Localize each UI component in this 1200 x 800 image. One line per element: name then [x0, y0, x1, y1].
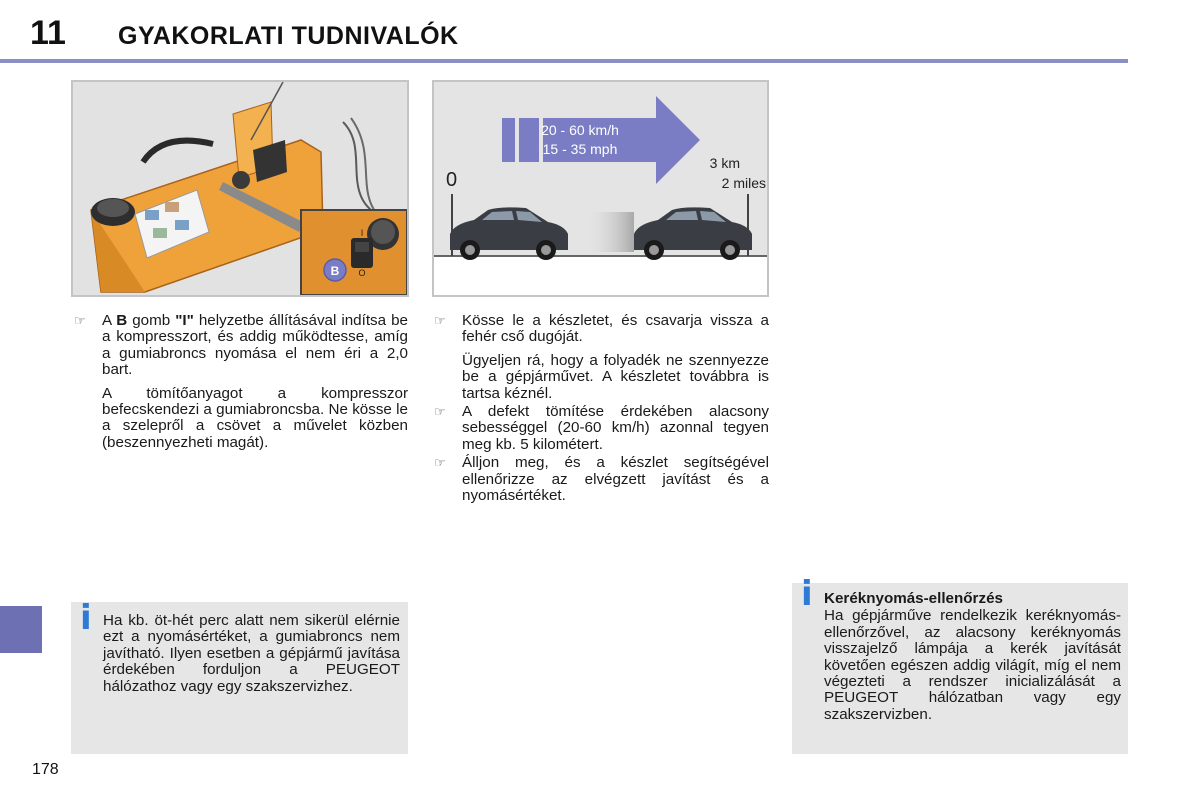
chapter-number: 11	[30, 14, 66, 52]
info-text: Ha gépjárműve rendelkezik keréknyomás-ellenőrzővel, az alacsony keréknyomás visszajelző lámpája a kerék javítását követően egészen addig világít, míg el nem végezteti a rendszer inicializálását a PEUGEOT hálózatban vagy egy szakszervizben.	[824, 607, 1121, 723]
info-box-pressure	[71, 598, 408, 754]
info-text: Ha kb. öt-hét perc alatt nem sikerül elérnie ezt a nyomásértéket, a gumiabroncs nem javítható. Ilyen esetben a gépjármű javítása érdekében forduljon a PEUGEOT hálózathoz vagy egy szakszervizhez.	[103, 612, 400, 695]
paragraph: A tömítőanyagot a kompresszor befecskendezi a gumiabroncsba. Ne kösse le a szelepről a csövet a művelet közben (beszennyezheti magát).	[102, 384, 408, 451]
list-item: ☞ A defekt tömítése érdekében alacsony sebességgel (20-60 km/h) azonnal tegyen meg kb. 5 kilométert.	[434, 403, 769, 453]
speed-kmh-label: 20 - 60 km/h	[541, 122, 619, 138]
compressor-illustration	[71, 80, 409, 297]
button-b-label: B	[330, 264, 340, 278]
list-item: ☞ Kösse le a készletet, és csavarja vissza a fehér cső dugóját.	[434, 312, 769, 346]
page-number: 178	[32, 761, 59, 778]
info-icon: i	[801, 574, 813, 614]
switch-label-bottom: O	[358, 268, 366, 278]
distance-miles-label: 2 miles	[721, 175, 766, 191]
start-distance-label: 0	[446, 169, 458, 191]
chapter-side-tab	[0, 606, 42, 653]
switch-label-top: I	[360, 228, 364, 238]
chapter-title: GYAKORLATI TUDNIVALÓK	[118, 22, 459, 50]
pointing-hand-icon: ☞	[74, 313, 86, 328]
pointing-hand-icon: ☞	[434, 455, 446, 471]
info-heading: Keréknyomás-ellenőrzés	[824, 590, 1003, 607]
speed-mph-label: 15 - 35 mph	[542, 141, 618, 157]
list-item: ☞ A B gomb "I" helyzetbe állításával indítsa be a kompresszort, és addig működtesse, amíg a gumiabroncs nyomása el nem éri a 2,0 bart.	[74, 312, 408, 379]
paragraph: Ügyeljen rá, hogy a folyadék ne szennyezze be a gépjárművet. A készletet továbbra is tartsa kéznél.	[462, 351, 769, 402]
header-rule	[0, 59, 1128, 63]
right-text-column	[434, 313, 769, 506]
pointing-hand-icon: ☞	[434, 404, 446, 420]
left-text-column	[74, 313, 408, 453]
distance-km-label: 3 km	[709, 155, 740, 171]
info-icon: i	[80, 598, 92, 638]
pointing-hand-icon: ☞	[434, 313, 446, 328]
info-box-tyre-pressure-monitoring	[792, 574, 1128, 754]
list-item: ☞ Álljon meg, és a készlet segítségével ellenőrizze az elvégzett javítást és a nyomásértéket.	[434, 454, 769, 505]
speed-distance-illustration	[432, 80, 769, 297]
